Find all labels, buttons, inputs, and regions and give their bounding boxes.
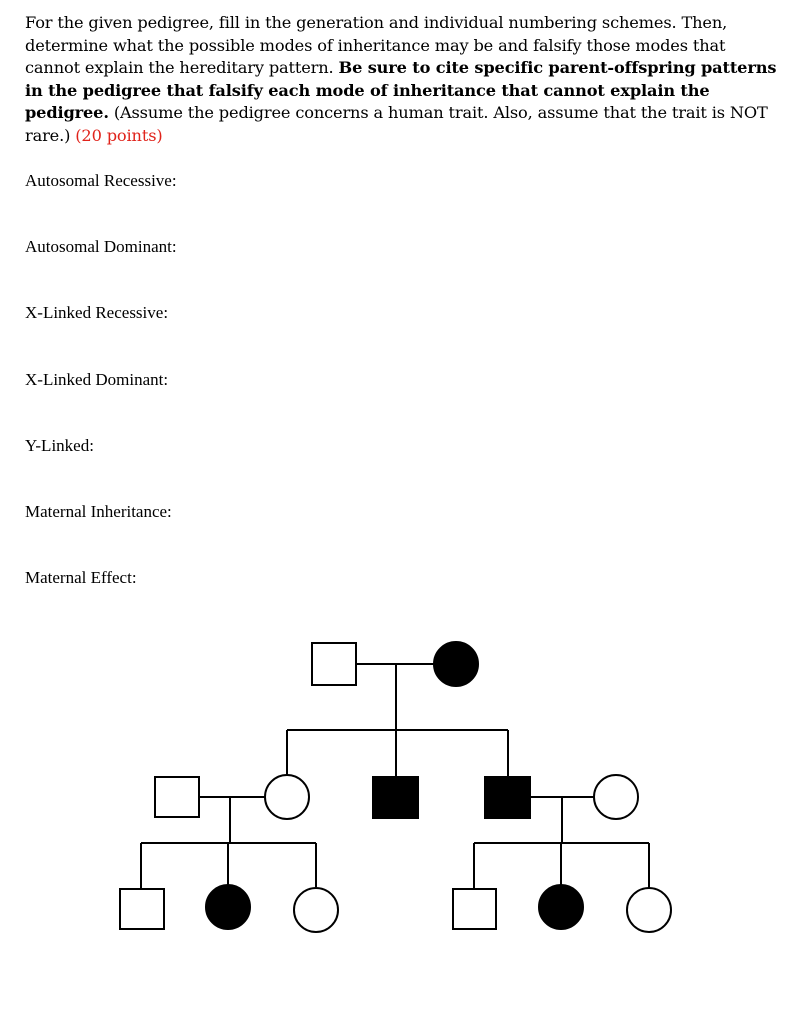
mode-maternal-effect-label: Maternal Effect: [25, 568, 137, 587]
question-assumption: (Assume the pedigree concerns a human trait. Also, assume that the trait is NOT rare.) [25, 103, 768, 145]
g3-right-son-square [453, 889, 496, 929]
g3-left-son-square [120, 889, 164, 929]
points-value: (20 points) [75, 125, 163, 145]
g3-left-daughter-1-circle [206, 885, 250, 929]
g2-son-middle-square [373, 777, 418, 818]
g1-female-circle [434, 642, 478, 686]
mode-autosomal-dominant-label: Autosomal Dominant: [25, 237, 177, 256]
g2-daughter-circle [265, 775, 309, 819]
mode-y-linked-label: Y-Linked: [25, 436, 94, 455]
g3-right-daughter-2-circle [627, 888, 671, 932]
mode-maternal-inheritance-label: Maternal Inheritance: [25, 502, 172, 521]
mode-autosomal-recessive-label: Autosomal Recessive: [25, 171, 177, 190]
question-emphasis: Be sure to cite specific parent-offspring patterns in the pedigree that falsify each mode of inheritance that cannot explain the pedigree. [25, 58, 777, 122]
g2-male-spouse-left-square [155, 777, 199, 817]
mode-x-linked-recessive-label: X-Linked Recessive: [25, 303, 169, 322]
question-intro: For the given pedigree, fill in the generation and individual numbering schemes. Then, determine what the possible modes of inheritance may be and falsify those modes that cannot explain the hereditary pattern. [25, 13, 728, 77]
g3-right-daughter-1-circle [539, 885, 583, 929]
mode-x-linked-dominant-label: X-Linked Dominant: [25, 370, 169, 389]
g3-left-daughter-2-circle [294, 888, 338, 932]
g2-female-spouse-right-circle [594, 775, 638, 819]
g2-son-right-square [485, 777, 530, 818]
g1-male-square [312, 643, 356, 685]
